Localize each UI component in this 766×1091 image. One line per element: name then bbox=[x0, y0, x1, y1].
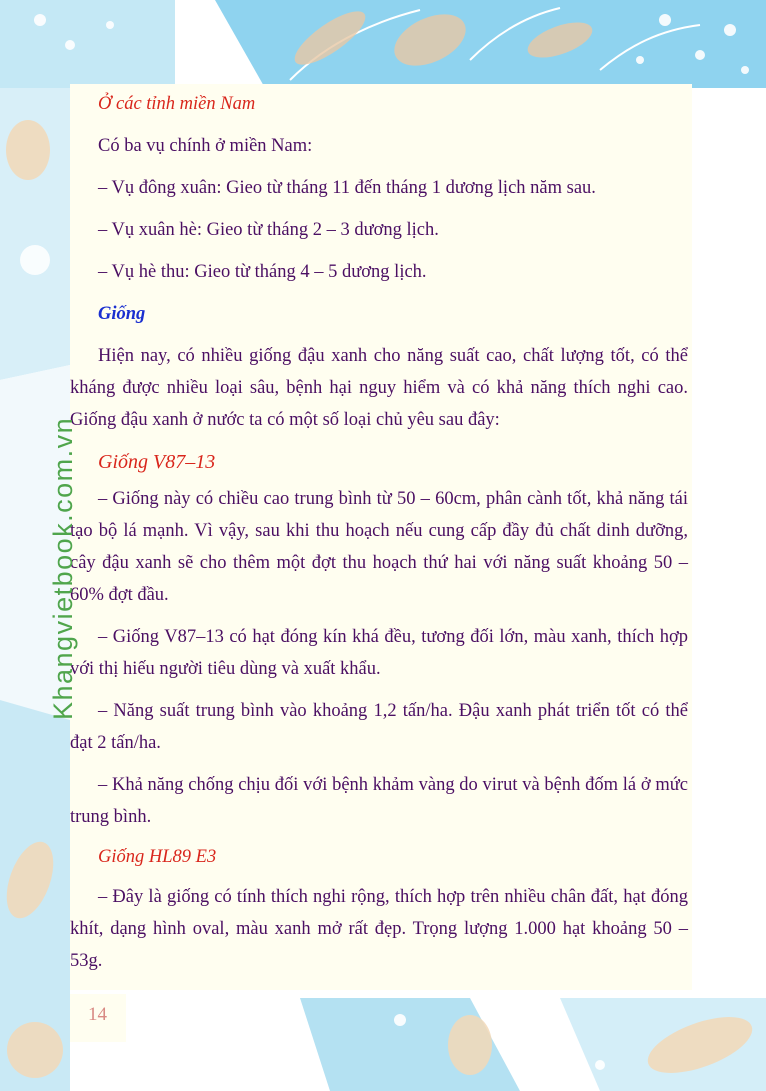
paragraph-v87-height: – Giống này có chiều cao trung bình từ 50 – 60cm, phân cành tốt, khả năng tái tạo bộ lá mạnh. Vì vậy, sau khi thu hoạch nếu cung cấp đầy đủ chất dinh dưỡng, cây đậu xanh sẽ cho thêm một đợt thu hoạch thứ hai với năng suất khoảng 50 – 60% đợt đầu. bbox=[70, 489, 688, 605]
heading-v87-13: Giống V87–13 bbox=[98, 451, 216, 473]
heading-hl89-e3: Giống HL89 E3 bbox=[98, 847, 217, 867]
heading-varieties: Giống bbox=[98, 304, 146, 324]
page-number: 14 bbox=[88, 1004, 107, 1025]
paragraph-hl89: – Đây là giống có tính thích nghi rộng, thích hợp trên nhiều chân đất, hạt đóng khít, dạng hình oval, màu xanh mở rất đẹp. Trọng lượng 1.000 hạt khoảng 50 – 53g. bbox=[70, 887, 688, 971]
paragraph-v87-yield: – Năng suất trung bình vào khoảng 1,2 tấn/ha. Đậu xanh phát triển tốt có thể đạt 2 tấn/ha. bbox=[70, 701, 688, 753]
heading-southern-provinces: Ở các tỉnh miền Nam bbox=[98, 94, 256, 114]
paragraph-v87-seed: – Giống V87–13 có hạt đóng kín khá đều, tương đối lớn, màu xanh, thích hợp với thị hiếu người tiêu dùng và xuất khẩu. bbox=[70, 627, 688, 679]
season-summer-autumn: – Vụ hè thu: Gieo từ tháng 4 – 5 dương lịch. bbox=[98, 262, 427, 282]
season-spring-summer: – Vụ xuân hè: Gieo từ tháng 2 – 3 dương lịch. bbox=[98, 220, 439, 240]
paragraph-intro: Có ba vụ chính ở miền Nam: bbox=[98, 136, 313, 156]
paragraph-varieties: Hiện nay, có nhiều giống đậu xanh cho năng suất cao, chất lượng tốt, có thể kháng được nhiều loại sâu, bệnh hại nguy hiểm và có khả năng thích nghi cao. Giống đậu xanh ở nước ta có một số loại chủ yêu sau đây: bbox=[70, 346, 688, 430]
season-winter-spring: – Vụ đông xuân: Gieo từ tháng 11 đến tháng 1 dương lịch năm sau. bbox=[98, 178, 596, 198]
watermark-text: Khangvietbook.com.vn bbox=[48, 416, 78, 720]
paragraph-v87-resistance: – Khả năng chống chịu đối với bệnh khảm vàng do virut và bệnh đốm lá ở mức trung bình. bbox=[70, 775, 688, 827]
page-panel bbox=[70, 84, 692, 990]
page-content bbox=[70, 84, 688, 977]
